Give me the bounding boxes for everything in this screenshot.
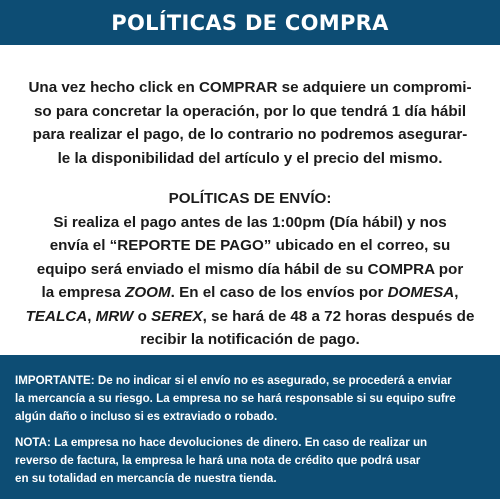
intro-line-2: so para concretar la operación, por lo que tendrá 1 día hábil	[33, 102, 467, 120]
important-line-1: IMPORTANTE: De no indicar si el envío no es asegurado, se procederá a enviar	[15, 374, 452, 387]
carrier-domesa: DOMESA	[387, 284, 455, 301]
important-line-2: la mercancía a su riesgo. La empresa no se hará responsable si su equipo sufre	[15, 392, 456, 405]
shipping-line-4-prefix: la empresa	[41, 284, 126, 301]
nota-line-3: en su totalidad en mercancía de nuestra tienda.	[15, 472, 277, 485]
nota-line-1: NOTA: La empresa no hace devoluciones de dinero. En caso de realizar un	[15, 436, 428, 449]
important-line-3: algún daño o incluso si es extraviado o robado.	[15, 410, 278, 423]
carrier-zoom: ZOOM	[125, 284, 171, 301]
nota-line-2: reverso de factura, la empresa le hará una nota de crédito que podrá usar	[15, 454, 421, 467]
shipping-policy-section	[14, 187, 486, 352]
shipping-line-5-sep1: ,	[87, 307, 96, 325]
carrier-mrw: MRW	[95, 307, 134, 325]
refund-note	[15, 434, 490, 488]
carrier-serex: SEREX	[151, 307, 203, 325]
intro-line-1: Una vez hecho click en COMPRAR se adquiere un compromi-	[28, 79, 472, 96]
shipping-line-5-end: , se hará de 48 a 72 horas después de	[202, 307, 475, 325]
shipping-policy-title: POLÍTICAS DE ENVÍO:	[168, 190, 332, 207]
intro-line-3: para realizar el pago, de lo contrario no podremos asegurar-	[32, 126, 468, 143]
shipping-line-2: envía el “REPORTE DE PAGO” ubicado en el correo, su	[49, 237, 451, 254]
shipping-line-4-mid: . En el caso de los envíos por	[170, 284, 388, 301]
page-title: POLÍTICAS DE COMPRA	[111, 10, 389, 35]
carrier-tealca: TEALCA	[25, 307, 88, 325]
shipping-line-6: recibir la notificación de pago.	[140, 331, 360, 348]
main-content	[0, 45, 500, 355]
shipping-line-3: equipo será enviado el mismo día hábil de su COMPRA por	[36, 260, 464, 278]
intro-line-4: le la disponibilidad del artículo y el precio del mismo.	[57, 149, 443, 167]
important-notice	[15, 372, 490, 426]
header-banner	[0, 0, 500, 45]
footer-notice-band	[0, 355, 500, 499]
shipping-line-1: Si realiza el pago antes de las 1:00pm (Día hábil) y nos	[53, 213, 447, 231]
purchase-commitment-text	[14, 76, 486, 170]
shipping-line-4	[14, 281, 486, 305]
shipping-line-5	[14, 305, 486, 329]
shipping-line-4-end: ,	[454, 284, 459, 301]
shipping-line-5-sep2: o	[133, 307, 152, 325]
